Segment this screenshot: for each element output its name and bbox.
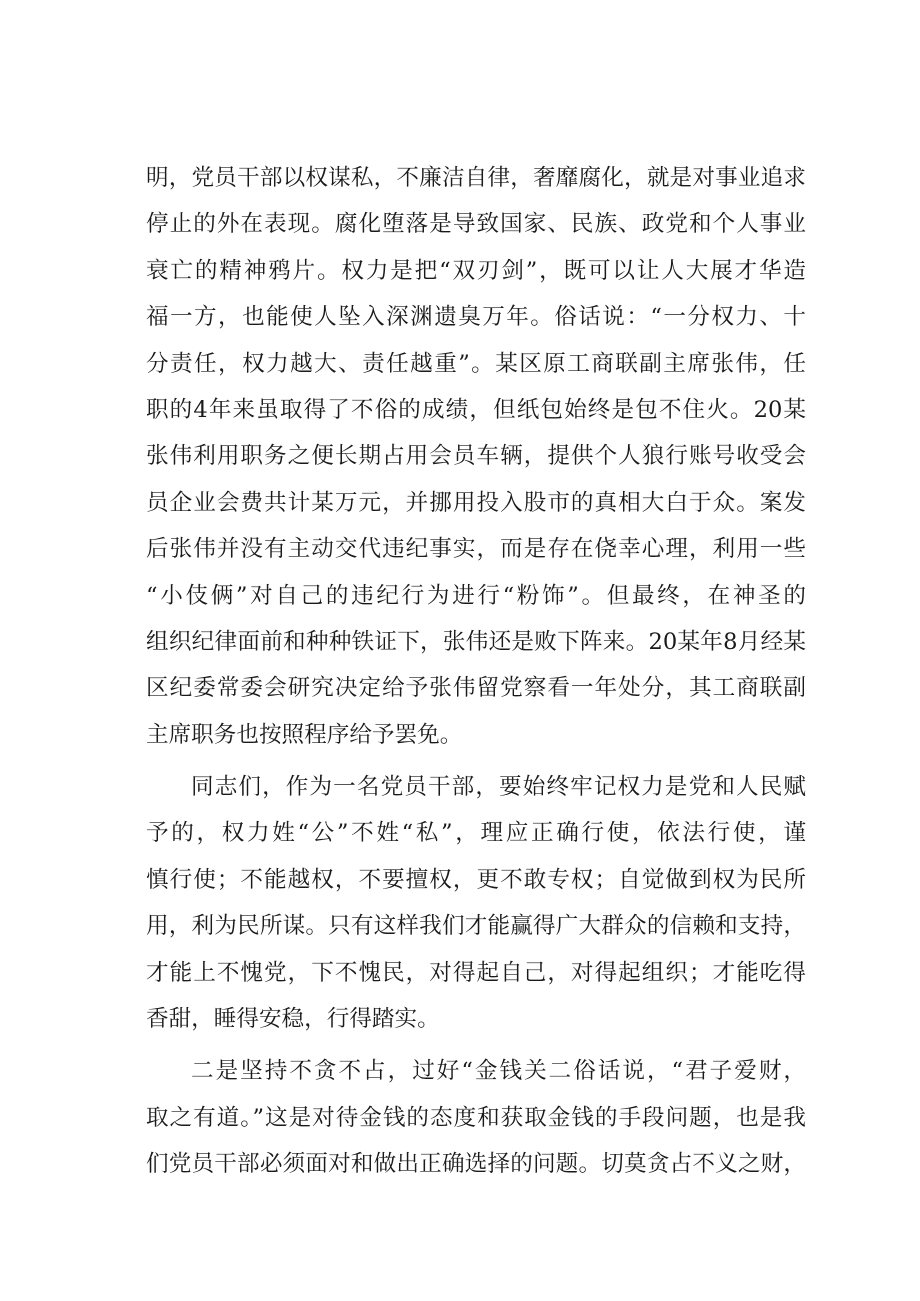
text-line: 香甜，睡得安稳，行得踏实。 xyxy=(146,1006,440,1033)
text-line: 职的4年来虽取得了不俗的成绩，但纸包始终是包不住火。20某 xyxy=(146,396,806,423)
text-line: 员企业会费共计某万元，并挪用投入股市的真相大白于众。案发 xyxy=(146,489,806,516)
text-line: 组织纪律面前和种种铁证下，张伟还是败下阵来。20某年8月经某 xyxy=(146,628,806,655)
text-line: 衰亡的精神鸦片。权力是把“双刃剑”，既可以让人大展才华造 xyxy=(146,257,806,284)
text-line: 主席职务也按照程序给予罢免。 xyxy=(146,721,463,748)
text-line: 区纪委常委会研究决定给予张伟留党察看一年处分，其工商联副 xyxy=(146,675,806,702)
text-line: “小伎俩”对自己的违纪行为进行“粉饰”。但最终，在神圣的 xyxy=(146,582,806,609)
text-line: 分责任，权力越大、责任越重”。某区原工商联副主席张伟，任 xyxy=(146,350,806,377)
text-line: 张伟利用职务之便长期占用会员车辆，提供个人狼行账号收受会 xyxy=(146,443,806,470)
text-line: 予的，权力姓“公”不姓“私”，理应正确行使，依法行使，谨 xyxy=(146,820,806,847)
text-line: 福一方，也能使人坠入深渊遗臭万年。俗话说：“一分权力、十 xyxy=(146,304,806,331)
text-line: 慎行使；不能越权，不要擅权，更不敢专权；自觉做到权为民所 xyxy=(146,866,806,893)
paragraph-3 xyxy=(146,1048,806,1187)
text-line: 二是坚持不贪不占，过好“金钱关二俗话说，“君子爱财， xyxy=(191,1058,806,1085)
paragraph-1 xyxy=(146,155,806,758)
document-body xyxy=(146,155,806,1188)
text-line: 们党员干部必须面对和做出正确选择的问题。切莫贪占不义之财， xyxy=(146,1151,806,1178)
text-line: 取之有道。”这是对待金钱的态度和获取金钱的手段问题，也是我 xyxy=(146,1104,806,1131)
text-line: 停止的外在表现。腐化堕落是导致国家、民族、政党和个人事业 xyxy=(146,211,806,238)
text-line: 同志们，作为一名党员干部，要始终牢记权力是党和人民赋 xyxy=(191,774,806,801)
paragraph-2 xyxy=(146,764,806,1042)
text-line: 用，利为民所谋。只有这样我们才能赢得广大群众的信赖和支持， xyxy=(146,913,806,940)
text-line: 明，党员干部以权谋私，不廉洁自律，奢靡腐化，就是对事业追求 xyxy=(146,165,806,191)
text-line: 后张伟并没有主动交代违纪事实，而是存在侥幸心理，利用一些 xyxy=(146,536,806,563)
text-line: 才能上不愧党，下不愧民，对得起自己，对得起组织；才能吃得 xyxy=(146,959,806,986)
